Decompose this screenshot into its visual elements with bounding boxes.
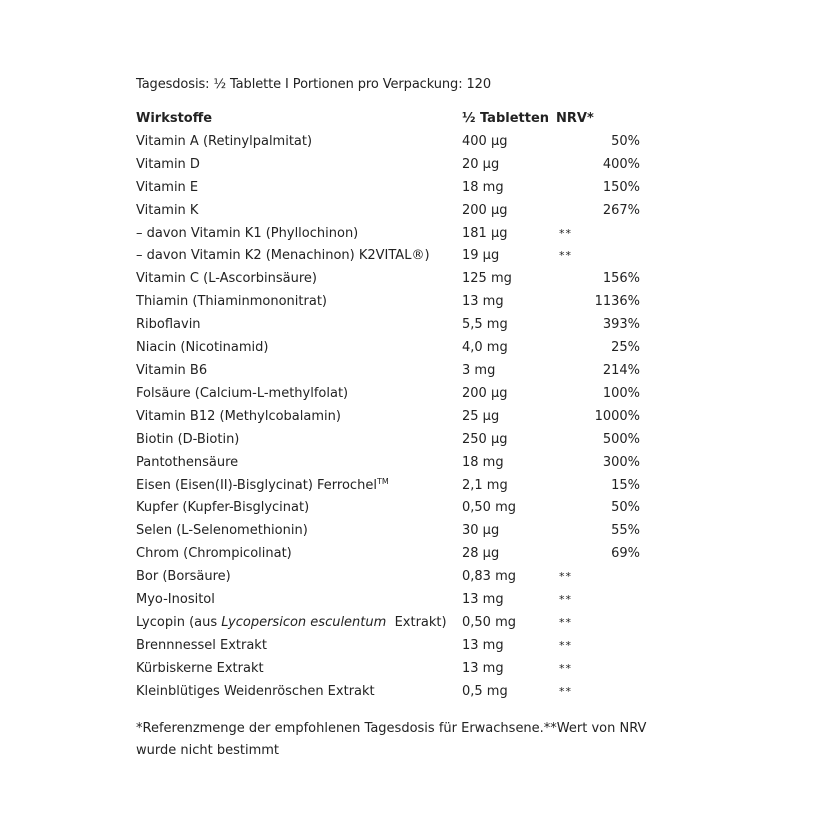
nrv-not-determined-mark: ** bbox=[559, 661, 572, 675]
ingredient-name bbox=[136, 520, 462, 543]
ingredient-label: Niacin (Nicotinamid) bbox=[136, 340, 269, 356]
table-row bbox=[136, 291, 640, 314]
footnote: *Referenzmenge der empfohlenen Tagesdosis für Erwachsene.**Wert von NRV wurde nicht bestimmt bbox=[136, 720, 647, 758]
ingredient-name bbox=[136, 589, 462, 612]
ingredient-label: Vitamin A (Retinylpalmitat) bbox=[136, 133, 313, 149]
ingredient-name bbox=[136, 131, 462, 154]
table-row bbox=[136, 406, 640, 429]
ingredient-name bbox=[136, 223, 462, 246]
ingredient-nrv: 156% bbox=[602, 271, 640, 287]
ingredient-name bbox=[136, 475, 462, 498]
ingredient-nrv: 55% bbox=[611, 523, 640, 539]
ingredient-amount: 30 µg bbox=[462, 523, 500, 539]
nrv-not-determined-mark: ** bbox=[559, 615, 572, 629]
table-row bbox=[136, 337, 640, 360]
ingredient-nrv bbox=[556, 589, 640, 612]
ingredient-amount: 181 µg bbox=[462, 225, 508, 241]
ingredient-amount: 19 µg bbox=[462, 248, 500, 264]
ingredient-nrv bbox=[556, 612, 640, 635]
ingredient-name bbox=[136, 635, 462, 658]
ingredient-label: Lycopin (aus bbox=[136, 614, 222, 630]
ingredient-latin-name: Lycopersicon esculentum bbox=[221, 614, 387, 630]
ingredient-label: Kürbiskerne Extrakt bbox=[136, 660, 264, 676]
ingredient-label: Vitamin E bbox=[136, 179, 199, 195]
ingredient-label: Chrom (Chrompicolinat) bbox=[136, 546, 292, 562]
table-header-row bbox=[136, 108, 640, 131]
ingredient-amount: 125 mg bbox=[462, 271, 512, 287]
daily-dose-line: Tagesdosis: ½ Tablette I Portionen pro Verpackung: 120 bbox=[136, 77, 492, 92]
table-row bbox=[136, 200, 640, 223]
ingredient-name bbox=[136, 337, 462, 360]
ingredient-amount: 4,0 mg bbox=[462, 340, 508, 356]
ingredient-label: Eisen (Eisen(II)-Bisglycinat) Ferrochel bbox=[136, 477, 377, 493]
supplement-facts bbox=[136, 74, 656, 762]
table-row bbox=[136, 658, 640, 681]
trademark-mark: TM bbox=[376, 476, 389, 486]
nrv-not-determined-mark: ** bbox=[559, 684, 572, 698]
table-row bbox=[136, 566, 640, 589]
ingredient-name bbox=[136, 543, 462, 566]
nrv-not-determined-mark: ** bbox=[559, 249, 572, 263]
ingredient-label: Kupfer (Kupfer-Bisglycinat) bbox=[136, 500, 310, 516]
ingredient-label: Riboflavin bbox=[136, 317, 201, 333]
ingredient-label: Kleinblütiges Weidenröschen Extrakt bbox=[136, 683, 375, 699]
ingredient-nrv: 500% bbox=[602, 431, 640, 447]
ingredient-nrv bbox=[556, 635, 640, 658]
ingredient-nrv bbox=[556, 223, 640, 246]
ingredient-label: Vitamin B6 bbox=[136, 362, 208, 378]
ingredient-label: – davon Vitamin K2 (Menachinon) K2VITAL®) bbox=[136, 248, 430, 264]
ingredient-amount: 250 µg bbox=[462, 431, 508, 447]
ingredient-nrv: 1136% bbox=[594, 294, 640, 310]
ingredient-amount: 0,83 mg bbox=[462, 569, 516, 585]
ingredient-label: Pantothensäure bbox=[136, 454, 239, 470]
ingredient-name bbox=[136, 681, 462, 704]
ingredient-amount: 28 µg bbox=[462, 546, 500, 562]
ingredients-body bbox=[136, 131, 640, 704]
ingredient-nrv: 1000% bbox=[594, 408, 640, 424]
ingredient-nrv: 100% bbox=[602, 385, 640, 401]
ingredient-label: Vitamin D bbox=[136, 156, 200, 172]
ingredient-name bbox=[136, 406, 462, 429]
table-row bbox=[136, 245, 640, 268]
ingredient-nrv: 150% bbox=[602, 179, 640, 195]
table-row bbox=[136, 177, 640, 200]
ingredient-name bbox=[136, 245, 462, 268]
ingredient-label: Vitamin B12 (Methylcobalamin) bbox=[136, 408, 341, 424]
ingredient-amount: 0,5 mg bbox=[462, 683, 508, 699]
table-row bbox=[136, 681, 640, 704]
ingredient-label-suffix: Extrakt) bbox=[386, 614, 447, 630]
ingredient-amount: 200 µg bbox=[462, 385, 508, 401]
nrv-not-determined-mark: ** bbox=[559, 638, 572, 652]
table-row bbox=[136, 314, 640, 337]
ingredient-nrv: 214% bbox=[602, 362, 640, 378]
ingredient-amount: 13 mg bbox=[462, 294, 504, 310]
ingredient-amount: 18 mg bbox=[462, 179, 504, 195]
ingredient-nrv: 15% bbox=[611, 477, 640, 493]
ingredient-name bbox=[136, 658, 462, 681]
ingredient-amount: 200 µg bbox=[462, 202, 508, 218]
ingredients-table bbox=[136, 108, 640, 704]
ingredient-nrv bbox=[556, 566, 640, 589]
ingredient-amount: 13 mg bbox=[462, 637, 504, 653]
ingredient-amount: 5,5 mg bbox=[462, 317, 508, 333]
ingredient-name bbox=[136, 314, 462, 337]
ingredient-nrv: 400% bbox=[602, 156, 640, 172]
table-row bbox=[136, 429, 640, 452]
ingredient-name bbox=[136, 291, 462, 314]
ingredient-label: Selen (L-Selenomethionin) bbox=[136, 523, 308, 539]
nrv-not-determined-mark: ** bbox=[559, 570, 572, 584]
table-row bbox=[136, 154, 640, 177]
table-row bbox=[136, 635, 640, 658]
ingredient-amount: 0,50 mg bbox=[462, 500, 516, 516]
table-row bbox=[136, 520, 640, 543]
ingredient-name bbox=[136, 497, 462, 520]
table-row bbox=[136, 223, 640, 246]
ingredient-amount: 25 µg bbox=[462, 408, 500, 424]
table-row bbox=[136, 452, 640, 475]
ingredient-label: Brennnessel Extrakt bbox=[136, 637, 267, 653]
ingredient-nrv: 50% bbox=[611, 133, 640, 149]
nrv-not-determined-mark: ** bbox=[559, 226, 572, 240]
ingredient-amount: 400 µg bbox=[462, 133, 508, 149]
header-nrv: NRV* bbox=[556, 111, 594, 126]
table-row bbox=[136, 475, 640, 498]
ingredient-name bbox=[136, 200, 462, 223]
ingredient-name bbox=[136, 566, 462, 589]
ingredient-amount: 0,50 mg bbox=[462, 614, 516, 630]
header-ingredients: Wirkstoffe bbox=[136, 111, 213, 126]
ingredient-name bbox=[136, 360, 462, 383]
nrv-not-determined-mark: ** bbox=[559, 593, 572, 607]
ingredient-nrv: 393% bbox=[602, 317, 640, 333]
ingredient-nrv bbox=[556, 658, 640, 681]
ingredient-amount: 2,1 mg bbox=[462, 477, 508, 493]
ingredient-nrv bbox=[556, 681, 640, 704]
ingredient-label: Vitamin C (L-Ascorbinsäure) bbox=[136, 271, 317, 287]
ingredient-nrv: 69% bbox=[611, 546, 640, 562]
ingredient-label: Folsäure (Calcium-L-methylfolat) bbox=[136, 385, 349, 401]
ingredient-amount: 18 mg bbox=[462, 454, 504, 470]
ingredient-amount: 13 mg bbox=[462, 660, 504, 676]
ingredient-name bbox=[136, 452, 462, 475]
ingredient-label: – davon Vitamin K1 (Phyllochinon) bbox=[136, 225, 359, 241]
ingredient-label: Bor (Borsäure) bbox=[136, 569, 231, 585]
ingredient-name bbox=[136, 429, 462, 452]
table-row bbox=[136, 589, 640, 612]
table-row bbox=[136, 383, 640, 406]
table-row bbox=[136, 543, 640, 566]
ingredient-name bbox=[136, 177, 462, 200]
ingredient-name bbox=[136, 383, 462, 406]
header-amount: ½ Tabletten bbox=[462, 111, 550, 126]
table-row bbox=[136, 612, 640, 635]
ingredient-nrv: 25% bbox=[611, 340, 640, 356]
table-row bbox=[136, 360, 640, 383]
ingredient-nrv: 50% bbox=[611, 500, 640, 516]
ingredient-label: Biotin (D-Biotin) bbox=[136, 431, 240, 447]
table-row bbox=[136, 268, 640, 291]
ingredient-amount: 3 mg bbox=[462, 362, 496, 378]
ingredient-nrv: 300% bbox=[602, 454, 640, 470]
ingredient-label: Thiamin (Thiaminmononitrat) bbox=[136, 294, 327, 310]
ingredient-amount: 13 mg bbox=[462, 592, 504, 608]
ingredient-nrv: 267% bbox=[602, 202, 640, 218]
ingredient-name bbox=[136, 268, 462, 291]
ingredient-label: Myo-Inositol bbox=[136, 592, 215, 608]
ingredient-nrv bbox=[556, 245, 640, 268]
table-row bbox=[136, 497, 640, 520]
table-row bbox=[136, 131, 640, 154]
ingredient-label: Vitamin K bbox=[136, 202, 199, 218]
ingredient-name bbox=[136, 612, 462, 635]
ingredient-name bbox=[136, 154, 462, 177]
ingredient-amount: 20 µg bbox=[462, 156, 500, 172]
